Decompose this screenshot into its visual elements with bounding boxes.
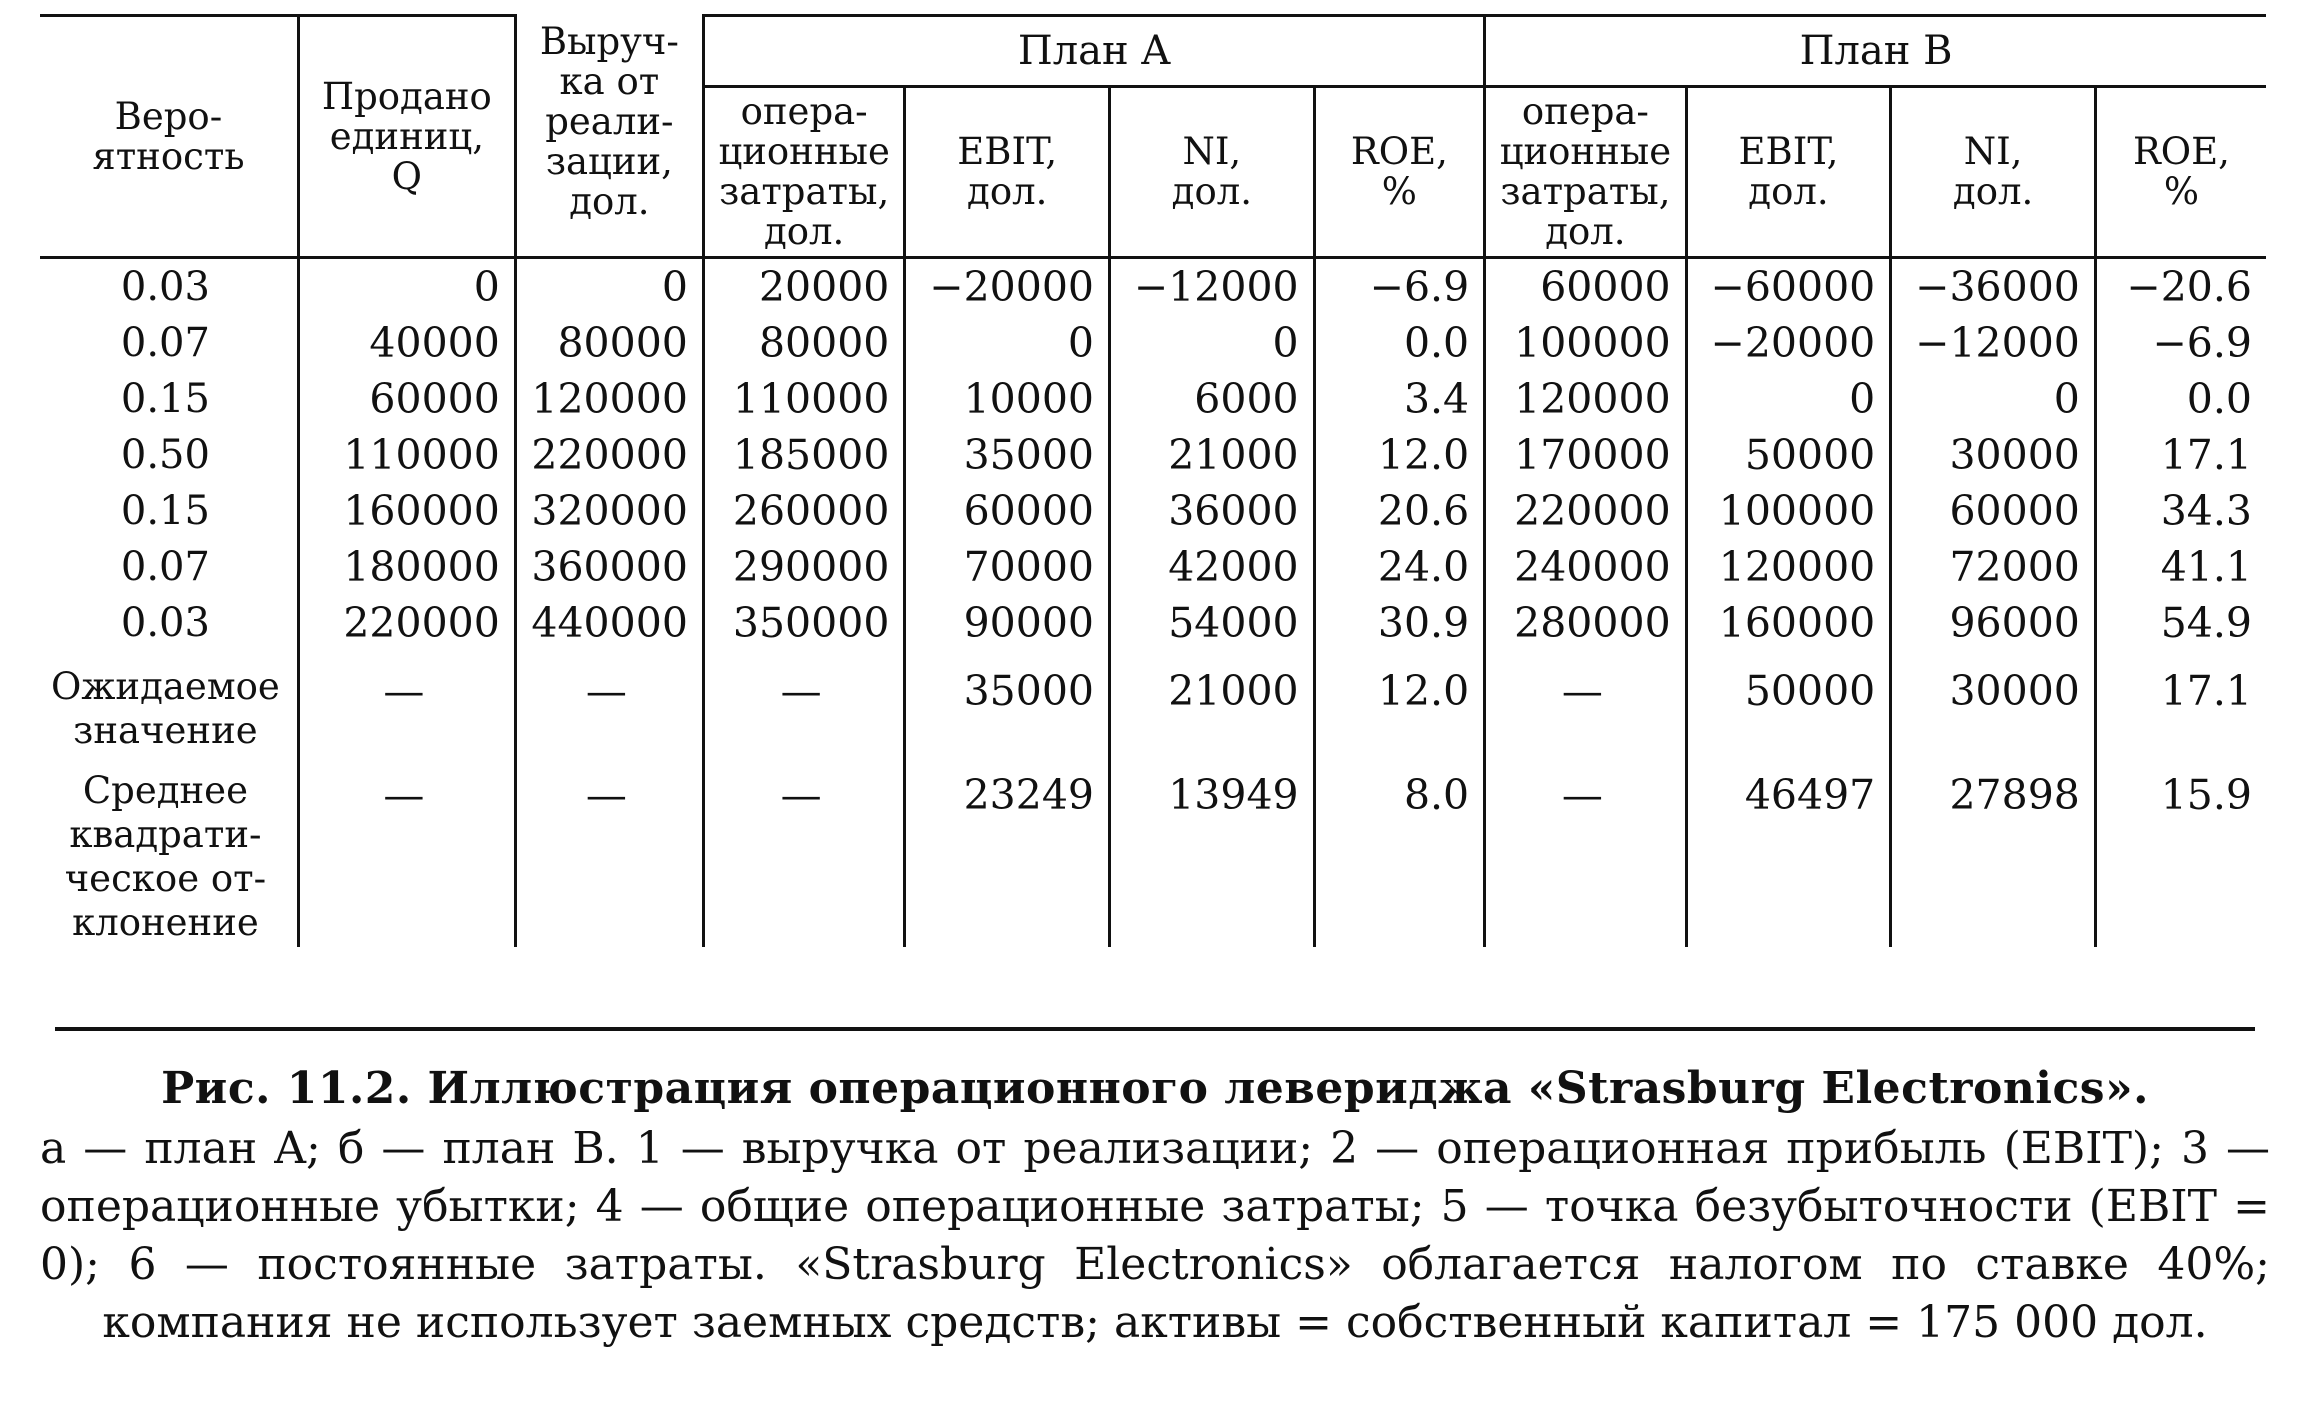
table-row xyxy=(40,427,2266,483)
cell-b-roe: 54.9 xyxy=(2095,595,2266,651)
table-row xyxy=(40,595,2266,651)
header-a-op-costs: опера- ционные затраты, дол. xyxy=(703,87,905,258)
cell-a-op: 185000 xyxy=(703,427,905,483)
cell-rev: 120000 xyxy=(515,371,703,427)
cell-q: 0 xyxy=(298,258,515,316)
cell-summary-b-ni: 27898 xyxy=(1891,755,2096,947)
cell-a-ni: 54000 xyxy=(1110,595,1315,651)
cell-a-ebit: 60000 xyxy=(905,483,1110,539)
cell-summary-a-op: — xyxy=(703,755,905,947)
cell-b-roe: −6.9 xyxy=(2095,315,2266,371)
cell-a-ni: 21000 xyxy=(1110,427,1315,483)
cell-a-ebit: 90000 xyxy=(905,595,1110,651)
leverage-table xyxy=(40,14,2266,947)
cell-summary-q: — xyxy=(298,755,515,947)
cell-summary-a-ebit: 35000 xyxy=(905,651,1110,755)
cell-q: 180000 xyxy=(298,539,515,595)
header-a-ebit: EBIT, дол. xyxy=(905,87,1110,258)
cell-probability: 0.03 xyxy=(120,600,210,646)
cell-summary-b-op: — xyxy=(1485,755,1687,947)
cell-b-ni: −36000 xyxy=(1891,258,2096,316)
table-row xyxy=(40,315,2266,371)
cell-b-ni: 96000 xyxy=(1891,595,2096,651)
cell-q: 40000 xyxy=(298,315,515,371)
cell-rev: 440000 xyxy=(515,595,703,651)
cell-probability: 0.03 xyxy=(120,264,210,310)
cell-b-op: 220000 xyxy=(1485,483,1687,539)
cell-a-op: 260000 xyxy=(703,483,905,539)
header-b-ni: NI, дол. xyxy=(1891,87,2096,258)
summary-row xyxy=(40,651,2266,755)
cell-rev: 220000 xyxy=(515,427,703,483)
cell-q: 60000 xyxy=(298,371,515,427)
cell-b-op: 280000 xyxy=(1485,595,1687,651)
cell-summary-rev: — xyxy=(515,755,703,947)
cell-summary-b-ebit: 50000 xyxy=(1686,651,1891,755)
cell-b-op: 170000 xyxy=(1485,427,1687,483)
cell-a-roe: 12.0 xyxy=(1314,427,1485,483)
cell-b-roe: 34.3 xyxy=(2095,483,2266,539)
cell-b-ebit: 100000 xyxy=(1686,483,1891,539)
cell-summary-label: Ожидаемое значение xyxy=(51,665,280,752)
table-header xyxy=(40,16,2266,258)
leverage-table-container xyxy=(40,14,2266,947)
header-b-op-costs: опера- ционные затраты, дол. xyxy=(1485,87,1687,258)
table-row xyxy=(40,539,2266,595)
cell-a-op: 110000 xyxy=(703,371,905,427)
cell-summary-label: Среднее квадрати- ческое от- клонение xyxy=(64,769,267,944)
cell-b-op: 120000 xyxy=(1485,371,1687,427)
header-plan-b: План B xyxy=(1485,16,2266,87)
table-row xyxy=(40,258,2266,316)
cell-summary-b-ni: 30000 xyxy=(1891,651,2096,755)
cell-a-ni: 36000 xyxy=(1110,483,1315,539)
cell-b-ni: 60000 xyxy=(1891,483,2096,539)
header-revenue: Выруч- ка от реали- зации, дол. xyxy=(515,16,703,258)
cell-b-ebit: 50000 xyxy=(1686,427,1891,483)
cell-a-op: 350000 xyxy=(703,595,905,651)
cell-summary-a-roe: 8.0 xyxy=(1314,755,1485,947)
cell-b-ebit: 0 xyxy=(1686,371,1891,427)
cell-summary-rev: — xyxy=(515,651,703,755)
cell-b-ebit: 160000 xyxy=(1686,595,1891,651)
cell-summary-a-ni: 13949 xyxy=(1110,755,1315,947)
cell-a-ebit: 10000 xyxy=(905,371,1110,427)
cell-b-roe: 0.0 xyxy=(2095,371,2266,427)
table-row xyxy=(40,371,2266,427)
cell-b-roe: 17.1 xyxy=(2095,427,2266,483)
cell-b-ni: 0 xyxy=(1891,371,2096,427)
cell-b-op: 100000 xyxy=(1485,315,1687,371)
cell-b-op: 240000 xyxy=(1485,539,1687,595)
caption-text: а — план A; б — план B. 1 — выручка от реализации; 2 — операционная прибыль (EBIT); 3 — операционные убытки; 4 — общие операционные затраты; 5 — точка безубыточности (EBIT = 0); 6 — постоянные затраты. «Strasburg Electronics» облагается налогом по ставке 40%; компания не использует заемных средств; активы = собственный капитал = 175 000 дол. xyxy=(40,1123,2270,1348)
table-body xyxy=(40,258,2266,948)
cell-summary-a-ni: 21000 xyxy=(1110,651,1315,755)
cell-summary-b-roe: 15.9 xyxy=(2095,755,2266,947)
header-units-sold: Продано единиц, Q xyxy=(298,16,515,258)
cell-a-roe: 30.9 xyxy=(1314,595,1485,651)
cell-a-ebit: −20000 xyxy=(905,258,1110,316)
table-row xyxy=(40,483,2266,539)
cell-probability: 0.15 xyxy=(120,376,210,422)
cell-a-roe: 20.6 xyxy=(1314,483,1485,539)
cell-a-ni: 0 xyxy=(1110,315,1315,371)
cell-a-roe: 24.0 xyxy=(1314,539,1485,595)
cell-b-ebit: −60000 xyxy=(1686,258,1891,316)
cell-summary-a-ebit: 23249 xyxy=(905,755,1110,947)
cell-a-ebit: 70000 xyxy=(905,539,1110,595)
cell-rev: 360000 xyxy=(515,539,703,595)
cell-probability: 0.15 xyxy=(120,488,210,534)
cell-rev: 320000 xyxy=(515,483,703,539)
cell-a-roe: 3.4 xyxy=(1314,371,1485,427)
figure-caption xyxy=(40,1060,2270,1352)
cell-a-op: 290000 xyxy=(703,539,905,595)
cell-b-ni: 30000 xyxy=(1891,427,2096,483)
cell-b-ebit: 120000 xyxy=(1686,539,1891,595)
summary-row xyxy=(40,755,2266,947)
cell-b-op: 60000 xyxy=(1485,258,1687,316)
cell-q: 220000 xyxy=(298,595,515,651)
header-probability: Веро- ятность xyxy=(40,16,298,258)
header-a-ni: NI, дол. xyxy=(1110,87,1315,258)
cell-a-ni: 42000 xyxy=(1110,539,1315,595)
cell-b-ebit: −20000 xyxy=(1686,315,1891,371)
cell-b-ni: 72000 xyxy=(1891,539,2096,595)
cell-summary-b-op: — xyxy=(1485,651,1687,755)
cell-a-op: 80000 xyxy=(703,315,905,371)
cell-a-op: 20000 xyxy=(703,258,905,316)
cell-a-ebit: 0 xyxy=(905,315,1110,371)
header-plan-a: План A xyxy=(703,16,1484,87)
cell-summary-q: — xyxy=(298,651,515,755)
cell-probability: 0.50 xyxy=(120,432,210,478)
cell-summary-b-roe: 17.1 xyxy=(2095,651,2266,755)
cell-b-roe: −20.6 xyxy=(2095,258,2266,316)
header-b-ebit: EBIT, дол. xyxy=(1686,87,1891,258)
cell-a-roe: 0.0 xyxy=(1314,315,1485,371)
cell-probability: 0.07 xyxy=(120,544,210,590)
cell-summary-b-ebit: 46497 xyxy=(1686,755,1891,947)
cell-b-ni: −12000 xyxy=(1891,315,2096,371)
cell-rev: 0 xyxy=(515,258,703,316)
cell-summary-a-roe: 12.0 xyxy=(1314,651,1485,755)
header-a-roe: ROE, % xyxy=(1314,87,1485,258)
cell-q: 110000 xyxy=(298,427,515,483)
cell-a-ni: −12000 xyxy=(1110,258,1315,316)
cell-rev: 80000 xyxy=(515,315,703,371)
cell-probability: 0.07 xyxy=(120,320,210,366)
cell-a-roe: −6.9 xyxy=(1314,258,1485,316)
cell-q: 160000 xyxy=(298,483,515,539)
caption-divider xyxy=(55,1027,2255,1031)
cell-a-ni: 6000 xyxy=(1110,371,1315,427)
cell-b-roe: 41.1 xyxy=(2095,539,2266,595)
caption-title: Рис. 11.2. Иллюстрация операционного левериджа «Strasburg Electronics». xyxy=(161,1063,2149,1114)
cell-summary-a-op: — xyxy=(703,651,905,755)
cell-a-ebit: 35000 xyxy=(905,427,1110,483)
header-b-roe: ROE, % xyxy=(2095,87,2266,258)
